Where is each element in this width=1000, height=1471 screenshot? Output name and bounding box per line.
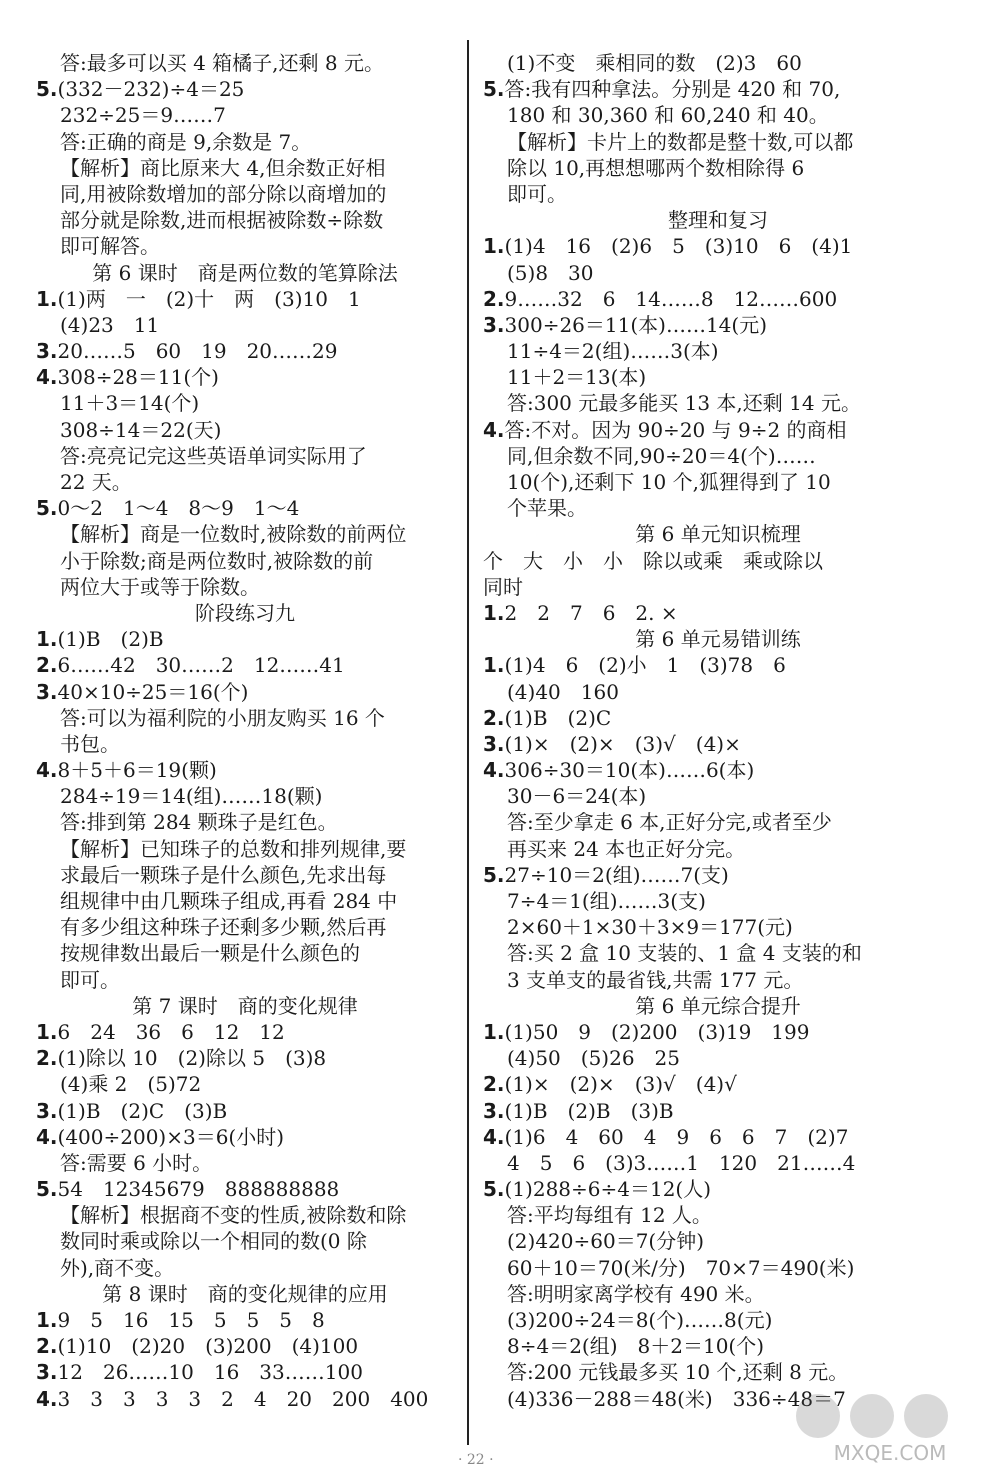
answer-text: 8÷4＝2(组) 8＋2＝10(个) (507, 1334, 765, 1359)
answer-line (483, 364, 953, 390)
answer-line (36, 312, 454, 338)
answer-text: 整理和复习 (668, 208, 768, 233)
answer-line (36, 443, 454, 469)
answer-text: 6……42 30……2 12……41 (57, 653, 345, 678)
answer-text: 7÷4＝1(组)……3(支) (507, 889, 706, 913)
answer-line (483, 469, 953, 495)
answer-text: 10(个),还剩下 10 个,狐狸得到了 10 (507, 470, 831, 494)
answer-text: (1)4 6 (2)小 1 (3)78 6 (504, 653, 786, 678)
answer-text: 3 3 3 3 3 2 4 20 200 400 (57, 1386, 429, 1411)
answer-line (483, 443, 953, 469)
answer-line (483, 888, 953, 914)
answer-text: (1)B (2)B (3)B (504, 1098, 674, 1123)
answer-column-right (483, 50, 953, 1412)
answer-text: (4)40 160 (507, 679, 619, 704)
question-number: 4. (483, 1124, 505, 1149)
question-number: 4. (36, 365, 58, 390)
question-number: 4. (483, 417, 505, 442)
question-number: 1. (36, 1019, 58, 1044)
answer-line (483, 181, 953, 207)
section-heading (36, 993, 454, 1019)
question-number: 3. (483, 1098, 505, 1123)
question-number: 5. (483, 862, 505, 887)
answer-line (36, 888, 454, 914)
answer-text: 22 天。 (60, 470, 132, 494)
answer-line (36, 495, 454, 521)
answer-text: 第 6 单元知识梳理 (635, 522, 801, 547)
answer-text: 232÷25＝9……7 (60, 103, 226, 128)
answer-text: 答:至少拿走 6 本,正好分完,或者至少 (507, 810, 832, 835)
answer-line (483, 260, 953, 286)
answer-text: (1)6 4 60 4 9 6 6 7 (2)7 (504, 1124, 849, 1149)
answer-text: 即可解答。 (60, 234, 160, 259)
answer-text: (1)× (2)× (3)√ (4)√ (504, 1072, 737, 1097)
answer-text: 0～2 1～4 8～9 1～4 (57, 496, 300, 521)
answer-text: (400÷200)×3＝6(小时) (57, 1124, 285, 1149)
section-heading (36, 600, 454, 626)
answer-line (483, 1176, 953, 1202)
section-heading (36, 1281, 454, 1307)
answer-line (483, 967, 953, 993)
question-number: 5. (483, 1177, 505, 1202)
answer-text: 第 6 课时 商是两位数的笔算除法 (92, 260, 398, 285)
section-heading (483, 626, 953, 652)
answer-text: 答:需要 6 小时。 (60, 1150, 213, 1175)
answer-text: 180 和 30,360 和 60,240 和 40。 (507, 103, 829, 128)
answer-text: 按规律数出最后一颗是什么颜色的 (60, 941, 360, 966)
answer-text: 284÷19＝14(组)……18(颗) (60, 784, 323, 809)
answer-text: 第 7 课时 商的变化规律 (132, 993, 358, 1018)
answer-text: (332－232)÷4＝25 (57, 77, 245, 102)
answer-text: 组规律中由几颗珠子组成,再看 284 中 (60, 889, 398, 913)
answer-line (36, 548, 454, 574)
answer-line (483, 338, 953, 364)
answer-text: 再买来 24 本也正好分完。 (507, 836, 746, 861)
answer-line (36, 76, 454, 102)
answer-line (36, 1019, 454, 1045)
answer-line (36, 469, 454, 495)
answer-line (36, 50, 454, 76)
answer-text: (5)8 30 (507, 260, 594, 285)
answer-line (483, 1045, 953, 1071)
answer-text: 308÷28＝11(个) (57, 365, 219, 390)
answer-line (36, 181, 454, 207)
answer-text: 20……5 60 19 20……29 (57, 339, 338, 364)
answer-line (36, 1150, 454, 1176)
answer-text: 308÷14＝22(天) (60, 417, 222, 442)
answer-line (483, 1071, 953, 1097)
answer-text: 求最后一颗珠子是什么颜色,先求出每 (60, 862, 387, 887)
answer-line (36, 1359, 454, 1385)
question-number: 5. (483, 77, 505, 102)
answer-line (483, 836, 953, 862)
answer-line (36, 914, 454, 940)
column-divider (467, 40, 469, 1445)
answer-line (483, 50, 953, 76)
answer-line (483, 1124, 953, 1150)
question-number: 1. (36, 1308, 58, 1332)
answer-text: 两位大于或等于除数。 (60, 574, 260, 599)
answer-line (483, 1255, 953, 1281)
answer-line (483, 600, 953, 626)
answer-line (483, 783, 953, 809)
answer-text: (1)B (2)B (57, 627, 164, 652)
answer-text: 11÷4＝2(组)……3(本) (507, 339, 719, 364)
answer-line (36, 652, 454, 678)
answer-text: 8＋5＋6＝19(颗) (57, 758, 217, 783)
section-heading (483, 207, 953, 233)
answer-text: 答:不对。因为 90÷20 与 9÷2 的商相 (504, 417, 847, 442)
question-number: 3. (36, 1360, 58, 1385)
answer-line (483, 940, 953, 966)
answer-line (36, 286, 454, 312)
answer-line (483, 129, 953, 155)
answer-line (36, 757, 454, 783)
section-heading (483, 521, 953, 547)
question-number: 2. (483, 286, 505, 311)
answer-line (36, 967, 454, 993)
answer-line (36, 836, 454, 862)
answer-line (36, 1386, 454, 1412)
section-heading (36, 260, 454, 286)
answer-text: (1)B (2)C (504, 705, 612, 730)
answer-line (483, 548, 953, 574)
answer-text: 306÷30＝10(本)……6(本) (504, 758, 755, 783)
answer-text: 2 2 7 6 2. × (504, 600, 678, 625)
watermark-text: MXQE.COM (833, 1441, 947, 1465)
answer-line (36, 731, 454, 757)
answer-text: (1)4 16 (2)6 5 (3)10 6 (4)1 (504, 234, 853, 259)
answer-column-left (36, 50, 454, 1412)
answer-text: 3 支单支的最省钱,共需 177 元。 (507, 967, 804, 992)
answer-text: (4)23 11 (60, 312, 160, 337)
answer-line (36, 1071, 454, 1097)
section-heading (483, 993, 953, 1019)
answer-line (36, 521, 454, 547)
answer-text: 有多少组这种珠子还剩多少颗,然后再 (60, 915, 387, 940)
answer-line (483, 233, 953, 259)
question-number: 1. (36, 286, 58, 311)
answer-text: (4)乘 2 (5)72 (60, 1072, 202, 1097)
question-number: 2. (36, 1046, 58, 1071)
answer-text: 第 6 单元易错训练 (635, 627, 801, 652)
answer-text: (1)不变 乘相同的数 (2)3 60 (507, 51, 802, 75)
answer-line (36, 1176, 454, 1202)
answer-text: 27÷10＝2(组)……7(支) (504, 862, 729, 887)
answer-line (36, 1255, 454, 1281)
answer-line (483, 652, 953, 678)
answer-text: 同时 (483, 574, 523, 599)
answer-line (36, 862, 454, 888)
answer-line (483, 574, 953, 600)
answer-text: 60＋10＝70(米/分) 70×7＝490(米) (507, 1255, 855, 1280)
answer-text: 答:我有四种拿法。分别是 420 和 70, (504, 77, 841, 102)
answer-text: 答:买 2 盒 10 支装的、1 盒 4 支装的和 (507, 941, 862, 966)
answer-text: 答:300 元最多能买 13 本,还剩 14 元。 (507, 391, 861, 416)
answer-line (483, 76, 953, 102)
answer-line (36, 417, 454, 443)
question-number: 3. (36, 1098, 58, 1123)
answer-line (483, 495, 953, 521)
answer-text: 答:平均每组有 12 人。 (507, 1203, 712, 1228)
answer-text: (3)200÷24＝8(个)……8(元) (507, 1308, 773, 1332)
answer-line (36, 1124, 454, 1150)
answer-line (36, 1228, 454, 1254)
question-number: 3. (36, 679, 58, 704)
question-number: 4. (36, 758, 58, 783)
answer-text: 第 8 课时 商的变化规律的应用 (102, 1281, 388, 1306)
answer-text: 40×10÷25＝16(个) (57, 679, 249, 704)
question-number: 1. (483, 600, 505, 625)
answer-text: 答:最多可以买 4 箱橘子,还剩 8 元。 (60, 51, 384, 75)
answer-text: 答:可以为福利院的小朋友购买 16 个 (60, 705, 385, 730)
answer-line (483, 731, 953, 757)
answer-text: 个 大 小 小 除以或乘 乘或除以 (483, 548, 823, 573)
answer-line (483, 757, 953, 783)
answer-line (36, 233, 454, 259)
answer-line (36, 1202, 454, 1228)
answer-text: 个苹果。 (507, 496, 587, 521)
answer-line (36, 338, 454, 364)
answer-line (36, 1098, 454, 1124)
answer-line (36, 390, 454, 416)
question-number: 4. (36, 1124, 58, 1149)
answer-text: (1)× (2)× (3)√ (4)× (504, 731, 741, 756)
answer-text: 答:200 元钱最多买 10 个,还剩 8 元。 (507, 1360, 849, 1385)
answer-text: 外),商不变。 (60, 1255, 175, 1280)
answer-line (483, 417, 953, 443)
answer-text: 30－6＝24(本) (507, 784, 647, 809)
answer-text: 同,但余数不同,90÷20＝4(个)…… (507, 443, 816, 468)
question-number: 2. (483, 1072, 505, 1097)
answer-line (483, 1098, 953, 1124)
answer-text: 阶段练习九 (195, 600, 295, 625)
answer-line (36, 1307, 454, 1333)
answer-line (483, 1333, 953, 1359)
page-footer: · 22 · (458, 1452, 494, 1468)
answer-text: 6 24 36 6 12 12 (57, 1019, 285, 1044)
answer-line (483, 390, 953, 416)
answer-text: (1)10 (2)20 (3)200 (4)100 (57, 1334, 359, 1359)
answer-text: 300÷26＝11(本)……14(元) (504, 312, 768, 337)
answer-text: 【解析】已知珠子的总数和排列规律,要 (60, 836, 407, 861)
answer-line (483, 102, 953, 128)
answer-line (36, 705, 454, 731)
answer-text: (2)420÷60＝7(分钟) (507, 1229, 705, 1254)
question-number: 5. (36, 496, 58, 521)
answer-text: 2×60＋1×30＋3×9＝177(元) (507, 915, 793, 940)
question-number: 4. (36, 1386, 58, 1411)
answer-line (36, 364, 454, 390)
answer-line (483, 1228, 953, 1254)
answer-line (483, 1281, 953, 1307)
answer-line (483, 862, 953, 888)
answer-text: 答:亮亮记完这些英语单词实际用了 (60, 443, 367, 468)
answer-text: 【解析】根据商不变的性质,被除数和除 (60, 1203, 407, 1228)
answer-text: 11＋2＝13(本) (507, 365, 647, 390)
answer-text: 11＋3＝14(个) (60, 391, 200, 416)
answer-text: 54 12345679 888888888 (57, 1177, 340, 1202)
answer-text: 即可。 (60, 967, 120, 992)
answer-line (36, 574, 454, 600)
answer-line (36, 626, 454, 652)
answer-text: 第 6 单元综合提升 (635, 993, 801, 1018)
answer-text: 【解析】商是一位数时,被除数的前两位 (60, 522, 407, 547)
question-number: 2. (483, 705, 505, 730)
answer-text: (1)288÷6÷4＝12(人) (504, 1177, 712, 1202)
question-number: 1. (483, 234, 505, 259)
answer-line (483, 1359, 953, 1385)
answer-line (483, 679, 953, 705)
question-number: 2. (36, 1334, 58, 1359)
question-number: 4. (483, 758, 505, 783)
answer-text: 【解析】卡片上的数都是整十数,可以都 (507, 129, 854, 154)
answer-text: (1)50 9 (2)200 (3)19 199 (504, 1019, 810, 1044)
question-number: 1. (36, 627, 58, 652)
answer-text: 同,用被除数增加的部分除以商增加的 (60, 181, 387, 206)
answer-line (483, 155, 953, 181)
answer-line (36, 783, 454, 809)
answer-line (483, 809, 953, 835)
answer-line (483, 1150, 953, 1176)
answer-text: (4)336－288＝48(米) 336÷48＝7 (507, 1386, 846, 1411)
answer-line (36, 809, 454, 835)
answer-line (483, 705, 953, 731)
answer-line (36, 155, 454, 181)
answer-line (36, 1333, 454, 1359)
answer-line (483, 1019, 953, 1045)
answer-line (36, 940, 454, 966)
answer-line (483, 286, 953, 312)
question-number: 1. (483, 653, 505, 678)
answer-text: 12 26……10 16 33……100 (57, 1360, 363, 1385)
answer-line (483, 312, 953, 338)
answer-text: 部分就是除数,进而根据被除数÷除数 (60, 208, 384, 233)
answer-line (483, 1307, 953, 1333)
answer-text: 【解析】商比原来大 4,但余数正好相 (60, 155, 386, 180)
answer-text: 除以 10,再想想哪两个数相除得 6 (507, 155, 805, 180)
question-number: 2. (36, 653, 58, 678)
answer-line (483, 1202, 953, 1228)
question-number: 3. (483, 312, 505, 337)
answer-text: (1)两 一 (2)十 两 (3)10 1 (57, 286, 361, 311)
question-number: 3. (36, 339, 58, 364)
answer-line (36, 102, 454, 128)
answer-text: 数同时乘或除以一个相同的数(0 除 (60, 1229, 367, 1254)
question-number: 5. (36, 77, 58, 102)
answer-text: 答:排到第 284 颗珠子是红色。 (60, 810, 338, 835)
answer-text: (1)除以 10 (2)除以 5 (3)8 (57, 1046, 327, 1071)
answer-text: (4)50 (5)26 25 (507, 1046, 681, 1071)
answer-line (36, 679, 454, 705)
question-number: 5. (36, 1177, 58, 1202)
question-number: 3. (483, 731, 505, 756)
answer-text: 小于除数;商是两位数时,被除数的前 (60, 548, 374, 573)
answer-text: 9 5 16 15 5 5 5 8 (57, 1308, 325, 1332)
answer-text: 答:明明家离学校有 490 米。 (507, 1281, 765, 1306)
watermark-logo (790, 1386, 990, 1466)
answer-text: 答:正确的商是 9,余数是 7。 (60, 129, 312, 154)
answer-line (36, 1045, 454, 1071)
answer-text: 4 5 6 (3)3……1 120 21……4 (507, 1150, 856, 1175)
question-number: 1. (483, 1019, 505, 1044)
answer-line (36, 207, 454, 233)
answer-text: 书包。 (60, 731, 120, 756)
answer-line (483, 914, 953, 940)
answer-text: 即可。 (507, 181, 567, 206)
answer-text: (1)B (2)C (3)B (57, 1098, 228, 1123)
answer-text: 9……32 6 14……8 12……600 (504, 286, 838, 311)
answer-line (36, 129, 454, 155)
